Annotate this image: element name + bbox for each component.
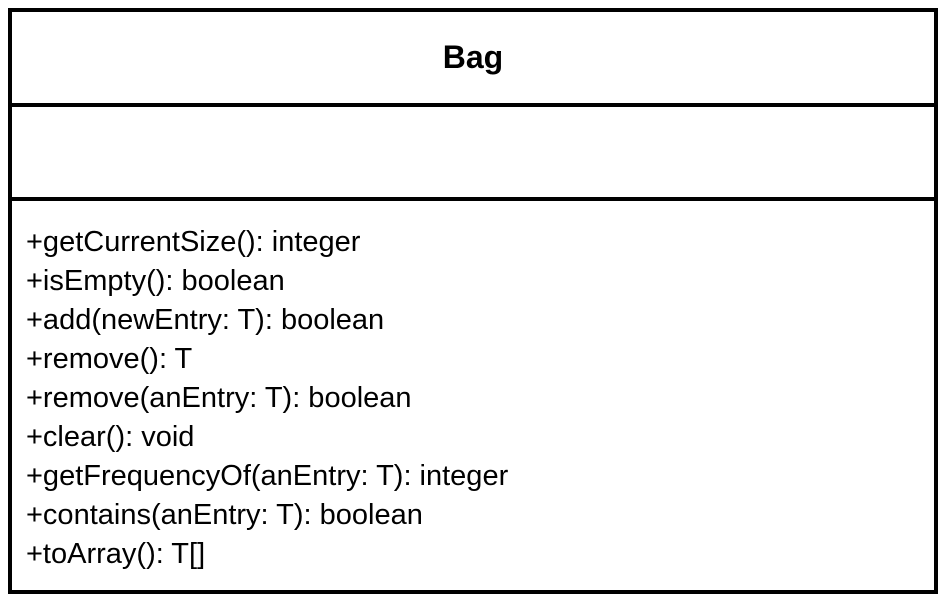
class-name: Bag [442, 39, 504, 75]
operation-remove: +remove(): T [26, 343, 193, 375]
operation-get-current-size: +getCurrentSize(): integer [26, 226, 361, 258]
operation-remove-entry: +remove(anEntry: T): boolean [26, 382, 412, 414]
operation-is-empty: +isEmpty(): boolean [26, 265, 285, 297]
operation-add: +add(newEntry: T): boolean [26, 304, 385, 336]
operation-clear: +clear(): void [26, 421, 195, 453]
operation-to-array: +toArray(): T[] [26, 538, 206, 570]
class-name-compartment [12, 12, 934, 107]
uml-class-box [8, 8, 938, 594]
operation-contains: +contains(anEntry: T): boolean [26, 499, 423, 531]
attributes-compartment [12, 107, 934, 201]
operations-compartment [12, 201, 934, 590]
operation-get-frequency-of: +getFrequencyOf(anEntry: T): integer [26, 460, 509, 492]
